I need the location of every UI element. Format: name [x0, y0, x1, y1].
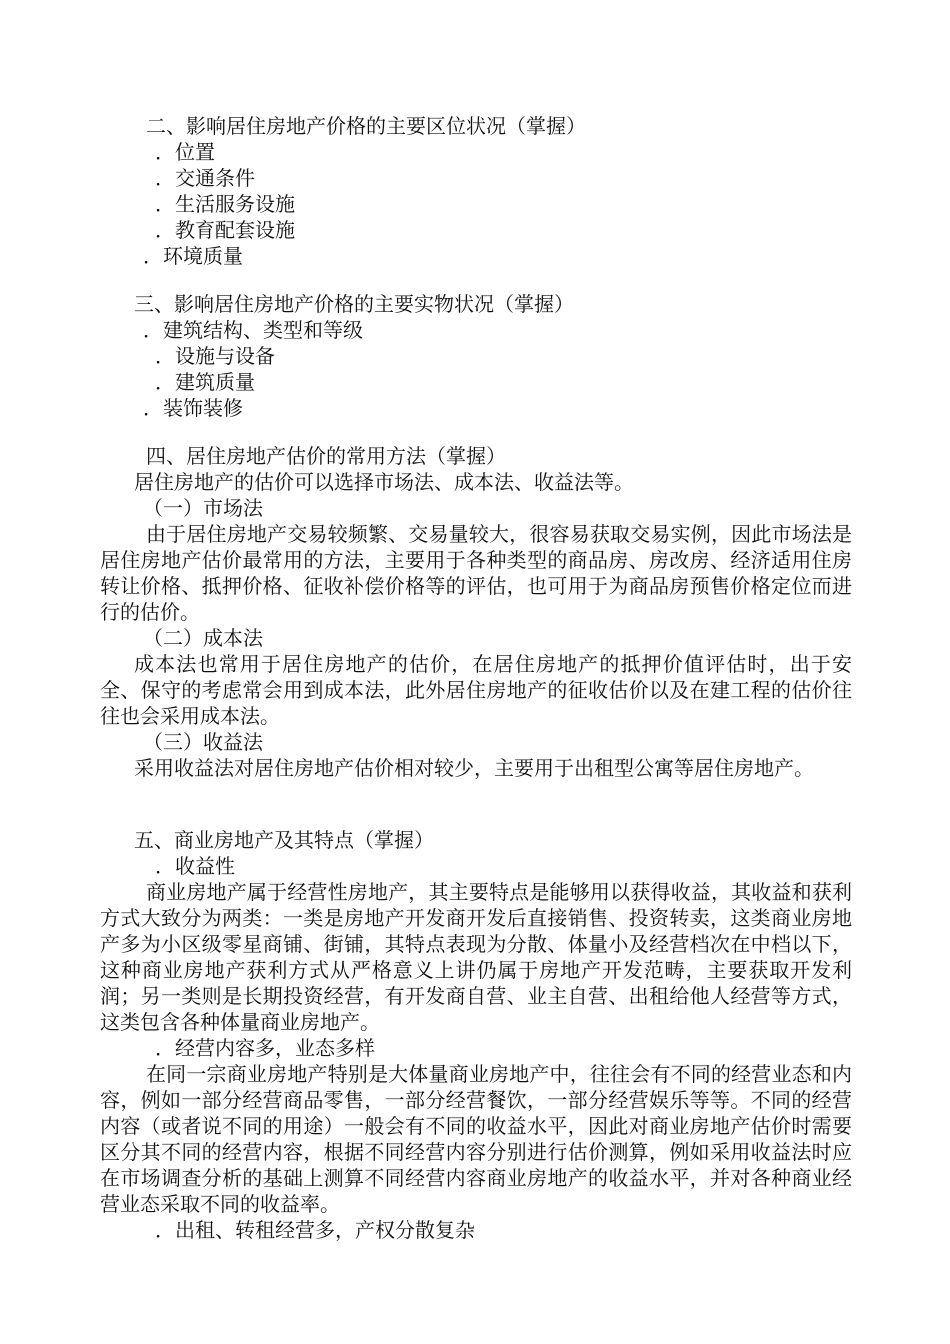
section-heading: 五、商业房地产及其特点（掌握） [134, 828, 434, 852]
list-item: ．位置 [155, 140, 215, 164]
list-item: ．建筑结构、类型和等级 [143, 318, 363, 342]
list-item: ．环境质量 [143, 244, 243, 268]
subsection-title: ．收益性 [155, 854, 235, 878]
subsection-title: （二）成本法 [143, 626, 263, 650]
list-item: ．建筑质量 [155, 370, 255, 394]
subsection-title: ．出租、转租经营多，产权分散复杂 [155, 1218, 475, 1242]
section-heading: 二、影响居住房地产价格的主要区位状况（掌握） [146, 114, 586, 138]
paragraph-text: 由于居住房地产交易较频繁、交易量较大，很容易获取交易实例，因此市场法是居住房地产估价最常用的方法，主要用于各种类型的商品房、房改房、经济适用住房转让价格、抵押价格、征收补偿价格等的评估，也可用于为商品房预售价格定位而进行的估价。 [100, 522, 852, 624]
paragraph-text: 在同一宗商业房地产特别是大体量商业房地产中，往往会有不同的经营业态和内容，例如一部分经营商品零售，一部分经营餐饮，一部分经营娱乐等等。不同的经营内容（或者说不同的用途）一般会有不同的收益水平，因此对商业房地产估价时需要区分其不同的经营内容，根据不同经营内容分别进行估价测算，例如采用收益法时应在市场调查分析的基础上测算不同经营内容商业房地产的收益水平，并对各种商业经营业态采取不同的收益率。 [100, 1062, 852, 1216]
list-item: ．交通条件 [155, 166, 255, 190]
section-heading: 四、居住房地产估价的常用方法（掌握） [146, 444, 506, 468]
section-heading: 三、影响居住房地产价格的主要实物状况（掌握） [134, 292, 574, 316]
list-item: ．装饰装修 [143, 396, 243, 420]
paragraph-text: 采用收益法对居住房地产估价相对较少，主要用于出租型公寓等居住房地产。 [134, 756, 814, 780]
subsection-title: ．经营内容多，业态多样 [155, 1036, 375, 1060]
subsection-title: （三）收益法 [143, 730, 263, 754]
paragraph-text: 成本法也常用于居住房地产的估价，在居住房地产的抵押价值评估时，出于安全、保守的考虑常会用到成本法，此外居住房地产的征收估价以及在建工程的估价往往也会采用成本法。 [100, 652, 852, 728]
list-item: ．教育配套设施 [155, 218, 295, 242]
paragraph-text: 商业房地产属于经营性房地产，其主要特点是能够用以获得收益，其收益和获利方式大致分为两类：一类是房地产开发商开发后直接销售、投资转卖，这类商业房地产多为小区级零星商铺、街铺，其特点表现为分散、体量小及经营档次在中档以下，这种商业房地产获利方式从严格意义上讲仍属于房地产开发范畴，主要获取开发利润；另一类则是长期投资经营，有开发商自营、业主自营、出租给他人经营等方式，这类包含各种体量商业房地产。 [100, 880, 852, 1034]
paragraph-text: 居住房地产的估价可以选择市场法、成本法、收益法等。 [134, 470, 634, 494]
subsection-title: （一）市场法 [143, 496, 263, 520]
list-item: ．设施与设备 [155, 344, 275, 368]
list-item: ．生活服务设施 [155, 192, 295, 216]
